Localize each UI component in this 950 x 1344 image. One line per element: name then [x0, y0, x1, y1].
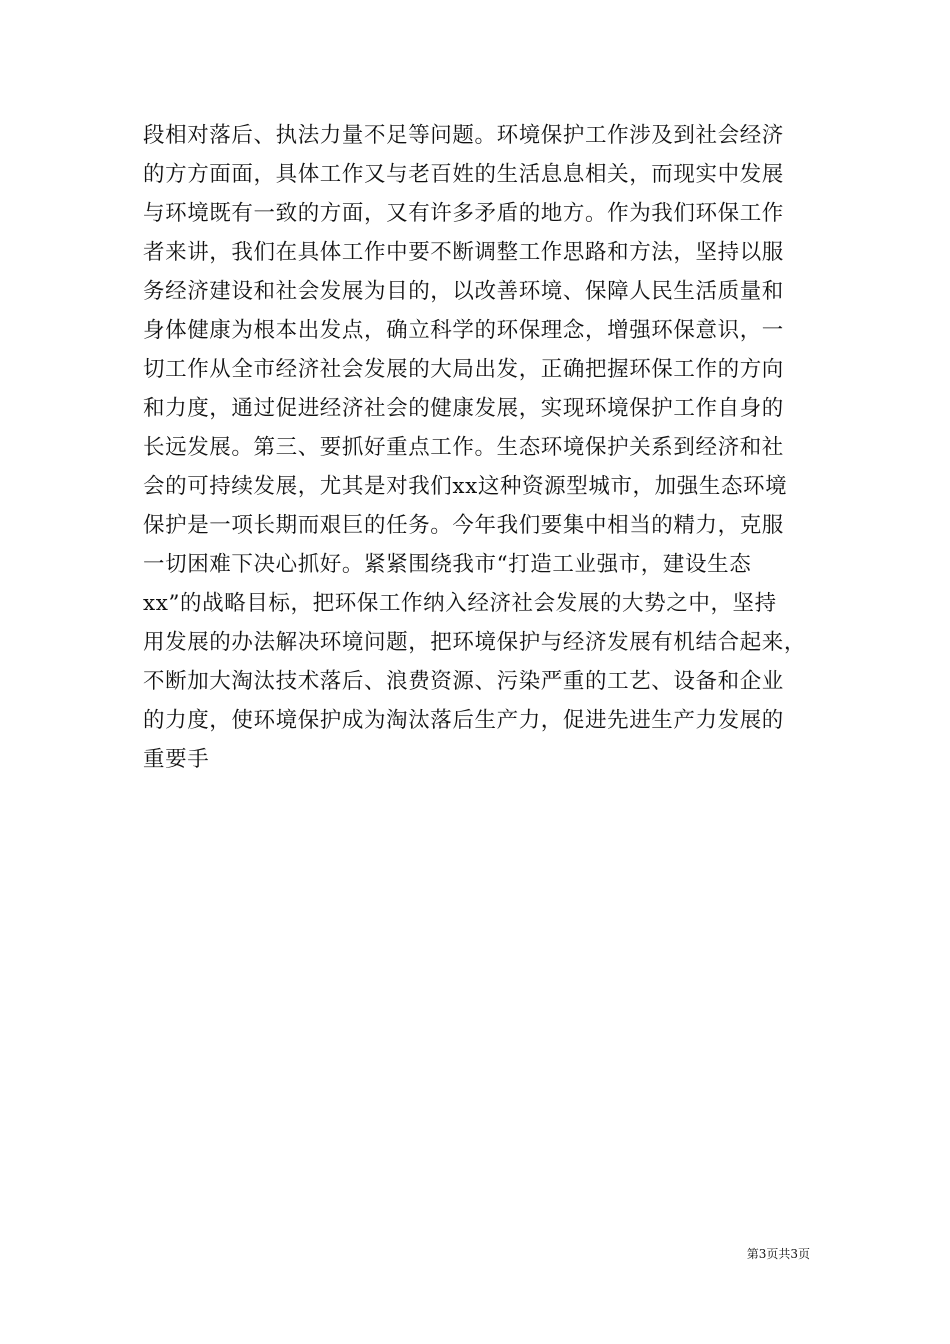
text-line: 者来讲，我们在具体工作中要不断调整工作思路和方法，坚持以服: [143, 240, 784, 265]
text-line: 保护是一项长期而艰巨的任务。今年我们要集中相当的精力，克服: [143, 513, 784, 538]
text-line: 段相对落后、执法力量不足等问题。环境保护工作涉及到社会经济: [143, 123, 784, 148]
page-number: 第3页共3页: [746, 1247, 810, 1261]
text-line: 与环境既有一致的方面，又有许多矛盾的地方。作为我们环保工作: [143, 201, 784, 226]
text-line: 一切困难下决心抓好。紧紧围绕我市“打造工业强市，建设生态: [143, 552, 752, 577]
text-line: 身体健康为根本出发点，确立科学的环保理念，增强环保意识，一: [143, 318, 784, 343]
text-line: 和力度，通过促进经济社会的健康发展，实现环境保护工作自身的: [143, 396, 784, 421]
text-line: 切工作从全市经济社会发展的大局出发，正确把握环保工作的方向: [143, 357, 784, 382]
text-line: 长远发展。第三、要抓好重点工作。生态环境保护关系到经济和社: [143, 435, 784, 460]
text-line: 的方方面面，具体工作又与老百姓的生活息息相关，而现实中发展: [143, 162, 784, 187]
text-line: 重要手: [143, 747, 210, 772]
text-line: 的力度，使环境保护成为淘汰落后生产力，促进先进生产力发展的: [143, 708, 784, 733]
text-line: xx”的战略目标，把环保工作纳入经济社会发展的大势之中，坚持: [143, 591, 777, 616]
text-line: 用发展的办法解决环境问题，把环境保护与经济发展有机结合起来，: [143, 630, 807, 655]
text-line: 会的可持续发展，尤其是对我们xx这种资源型城市，加强生态环境: [143, 474, 788, 499]
text-line: 不断加大淘汰技术落后、浪费资源、污染严重的工艺、设备和企业: [143, 669, 784, 694]
body-paragraph: [143, 116, 823, 779]
text-line: 务经济建设和社会发展为目的，以改善环境、保障人民生活质量和: [143, 279, 784, 304]
